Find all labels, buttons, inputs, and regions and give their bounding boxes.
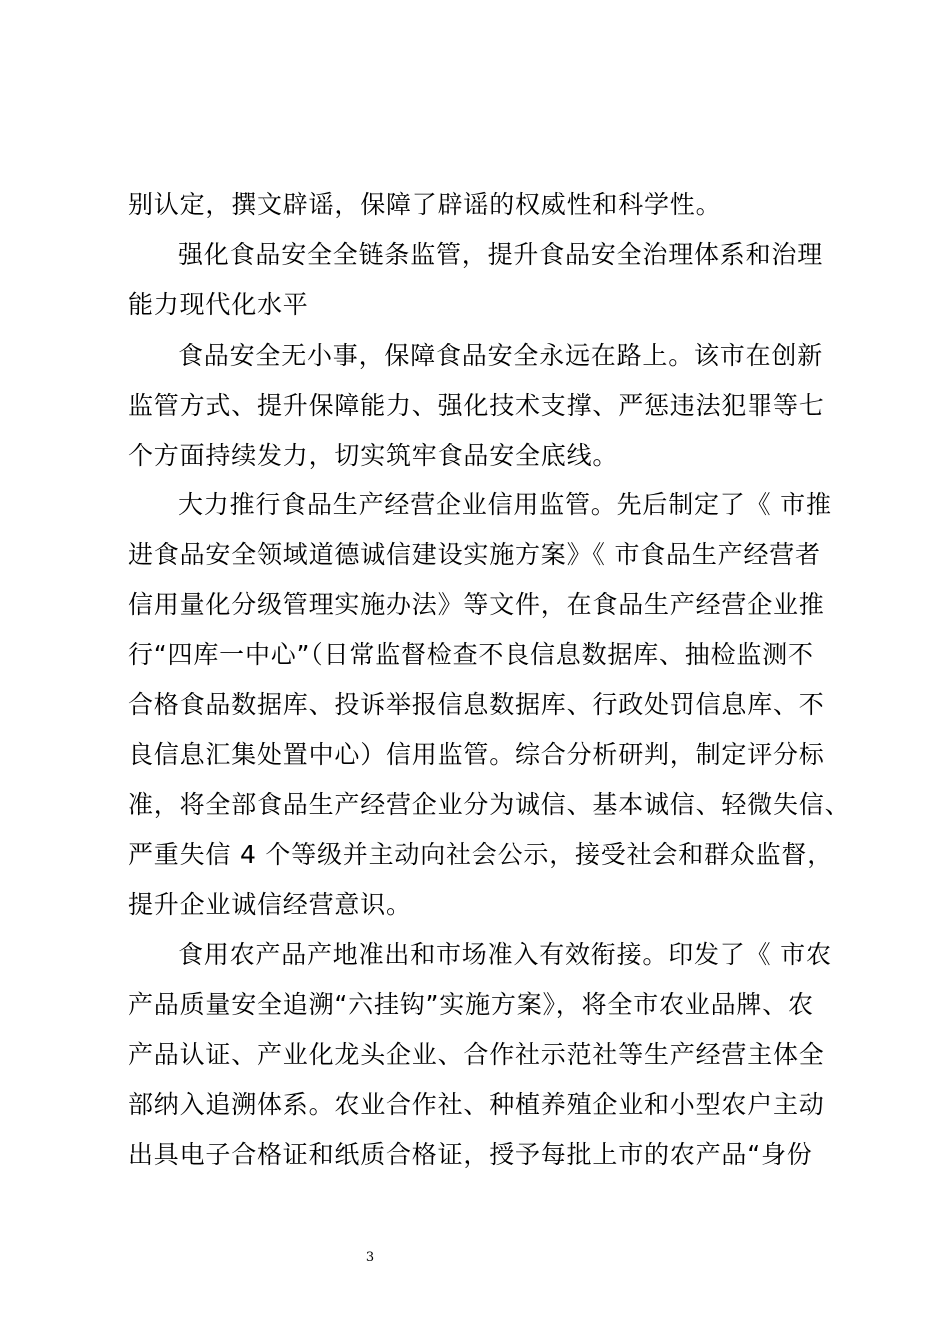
text-line: 部纳入追溯体系。农业合作社、种植养殖企业和小型农户主动 xyxy=(128,1090,825,1119)
text-line: 行“四库一中心”（日常监督检查不良信息数据库、抽检监测不 xyxy=(128,640,814,669)
text-line: 食品安全无小事，保障食品安全永远在路上。该市在创新 xyxy=(178,341,824,370)
text-line: 出具电子合格证和纸质合格证，授予每批上市的农产品“身份 xyxy=(128,1140,813,1169)
text-line: 食用农产品产地准出和市场准入有效衔接。印发了《 市农 xyxy=(178,940,832,969)
text-line: 大力推行食品生产经营企业信用监管。先后制定了《 市推 xyxy=(178,490,832,519)
page-number: 3 xyxy=(365,1250,375,1265)
section-heading-line: 强化食品安全全链条监管，提升食品安全治理体系和治理 xyxy=(178,240,824,269)
text-line: 准，将全部食品生产经营企业分为诚信、基本诚信、轻微失信、 xyxy=(128,790,851,819)
text-line: 信用量化分级管理实施办法》等文件，在食品生产经营企业推 xyxy=(128,590,825,619)
text-line: 进食品安全领域道德诚信建设实施方案》《 市食品生产经营者 xyxy=(128,540,821,569)
text-line: 产品认证、产业化龙头企业、合作社示范社等生产经营主体全 xyxy=(128,1040,825,1069)
text-line: 提升企业诚信经营意识。 xyxy=(128,890,412,919)
text-line: 监管方式、提升保障能力、强化技术支撑、严惩违法犯罪等七 xyxy=(128,391,825,420)
text-line: 别认定，撰文辟谣，保障了辟谣的权威性和科学性。 xyxy=(128,190,722,219)
section-heading-line: 能力现代化水平 xyxy=(128,290,309,319)
text-line: 个方面持续发力，切实筑牢食品安全底线。 xyxy=(128,441,619,470)
text-line: 产品质量安全追溯“六挂钩”实施方案》，将全市农业品牌、农 xyxy=(128,990,814,1019)
text-line: 良信息汇集处置中心）信用监管。综合分析研判，制定评分标 xyxy=(128,740,825,769)
text-line: 合格食品数据库、投诉举报信息数据库、行政处罚信息库、不 xyxy=(128,690,825,719)
text-line: 严重失信 4 个等级并主动向社会公示，接受社会和群众监督， xyxy=(128,840,834,869)
